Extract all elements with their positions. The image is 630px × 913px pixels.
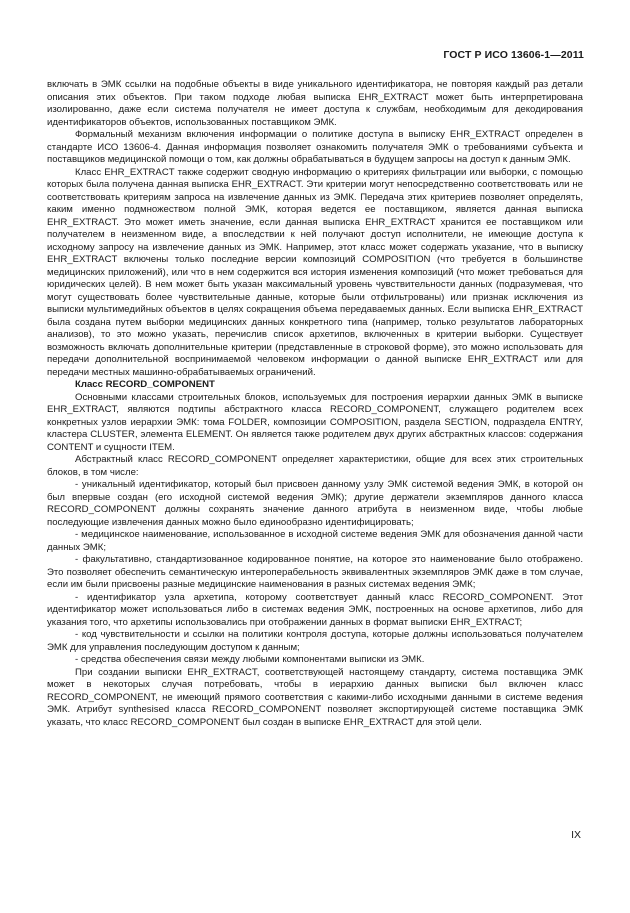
page-body: [47, 79, 583, 729]
body-paragraph: - средства обеспечения связи между любыми компонентами выписки из ЭМК.: [75, 654, 425, 665]
document-header: ГОСТ Р ИСО 13606-1—2011: [443, 49, 584, 61]
body-paragraph: Основными классами строительных блоков, используемых для построения иерархии данных ЭМК в выписке EHR_EXTRACT, являются подтипы абстрактного класса RECORD_COMPONENT, служащего родителем всех конкретных узлов иерархии ЭМК: тома FOLDER, композиции COMPOSITION, раздела SECTION, подраздела ENTRY, кластера CLUSTER, элемента ELEMENT. Он является также родителем двух других абстрактных классов: содержания CONTENT и сущности ITEM.: [47, 391, 583, 453]
body-paragraph: - факультативно, стандартизованное кодированное понятие, на которое это наименование было отображено. Это позволяет обеспечить семантическую интероперабельность эквивалентных экземпляров ЭМК даже в том случае, если им были присвоены разные медицинские наименования в разных системах ведения ЭМК;: [47, 554, 583, 590]
body-paragraph: При создании выписки EHR_EXTRACT, соответствующей настоящему стандарту, система поставщика ЭМК может в некоторых случая потребовать, чтобы в иерархию данных выписки был включен класс RECORD_COMPONENT, не имеющий прямого соответствия с какими-либо исходными данными в системе ведения ЭМК. Атрибут synthesised класса RECORD_COMPONENT позволяет экспортирующей системе поставщика ЭМК указать, что класс RECORD_COMPONENT был создан в выписке EHR_EXTRACT для этой цели.: [47, 666, 583, 728]
body-paragraph: Класс EHR_EXTRACT также содержит сводную информацию о критериях фильтрации или выборки, с помощью которых была получена данная выписка EHR_EXTRACT. Эти критерии могут непосредственно соответствовать или не соответствовать критериям запроса на извлечение данных из ЭМК. Передача этих критериев позволяет определять, каким именно подмножеством полной ЭМК, которая ведется ее поставщиком, является данная выписка EHR_EXTRACT. Это может иметь значение, если данная выписка EHR_EXTRACT хранится ее поставщиком или получателем в неизменном виде, а впоследствии к ней получают доступ исполнители, не имеющие доступа к исходному запросу на извлечение данных из ЭМК. Например, этот класс может содержать указание, что в выписку EHR_EXTRACT включены только последние версии композиций COMPOSITION (что требуется в большинстве медицинских приложений), или что в нем содержится вся история изменения композиций (что может требоваться для юридических целей). В нем может быть указан максимальный уровень чувствительности данных (подразумевая, что могут существовать более чувствительные данные, которые были отфильтрованы) или признак исключения из выписки мультимедийных объектов в целях сокращения объема передаваемых данных. Если выписка EHR_EXTRACT была создана путем выборки медицинских данных конкретного типа (например, только результатов лабораторных анализов), то это можно указать, перечислив список архетипов, включенных в критерии выборки. Существует возможность включать дополнительные критерии (представленные в строковой форме), это можно использовать для передачи дополнительной воспринимаемой человеком информации о данной выписке EHR_EXTRACT или для передачи местных машинно-обрабатываемых ограничений.: [47, 166, 583, 378]
body-paragraph: - код чувствительности и ссылки на политики контроля доступа, которые должны использоваться получателем ЭМК для управления последующим доступом к данным;: [47, 629, 583, 653]
page-number: IX: [571, 829, 581, 841]
body-paragraph: - уникальный идентификатор, который был присвоен данному узлу ЭМК системой ведения ЭМК, в которой он был впервые создан (его исходной системой ведения ЭМК); другие держатели экземпляров данного класса RECORD_COMPONENT должны сохранять значение данного атрибута в неизменном виде, чтобы любые последующие извлечения данных можно было единообразно идентифицировать;: [47, 479, 583, 528]
body-paragraph: включать в ЭМК ссылки на подобные объекты в виде уникального идентификатора, не повторяя каждый раз детали описания этих объектов. При таком подходе любая выписка EHR_EXTRACT может быть интерпретирована изолированно, даже если система получателя не имеет доступа к службам, необходимым для декодирования идентификаторов объектов, использованных поставщиком ЭМК.: [47, 79, 583, 128]
body-paragraph: - идентификатор узла архетипа, которому соответствует данный класс RECORD_COMPONENT. Этот идентификатор может использоваться либо в системах ведения ЭМК, построенных на основе архетипов, либо для указания того, что архетипы использовались при отображении данных в формат выписки EHR_EXTRACT;: [47, 591, 583, 628]
body-paragraph: Формальный механизм включения информации о политике доступа в выписку EHR_EXTRACT определен в стандарте ИСО 13606-4. Данная информация позволяет ознакомить получателя ЭМК о требованиями субъекта и поставщиков медицинской помощи о том, как должны обрабатываться в будущем запросы на доступ к данным ЭМК.: [47, 129, 583, 165]
section-heading: Класс RECORD_COMPONENT: [75, 379, 215, 390]
body-paragraph: Абстрактный класс RECORD_COMPONENT определяет характеристики, общие для всех этих строительных блоков, в том числе:: [47, 454, 583, 478]
body-paragraph: - медицинское наименование, использованное в исходной системе ведения ЭМК для обозначения данной части данных ЭМК;: [47, 529, 583, 553]
